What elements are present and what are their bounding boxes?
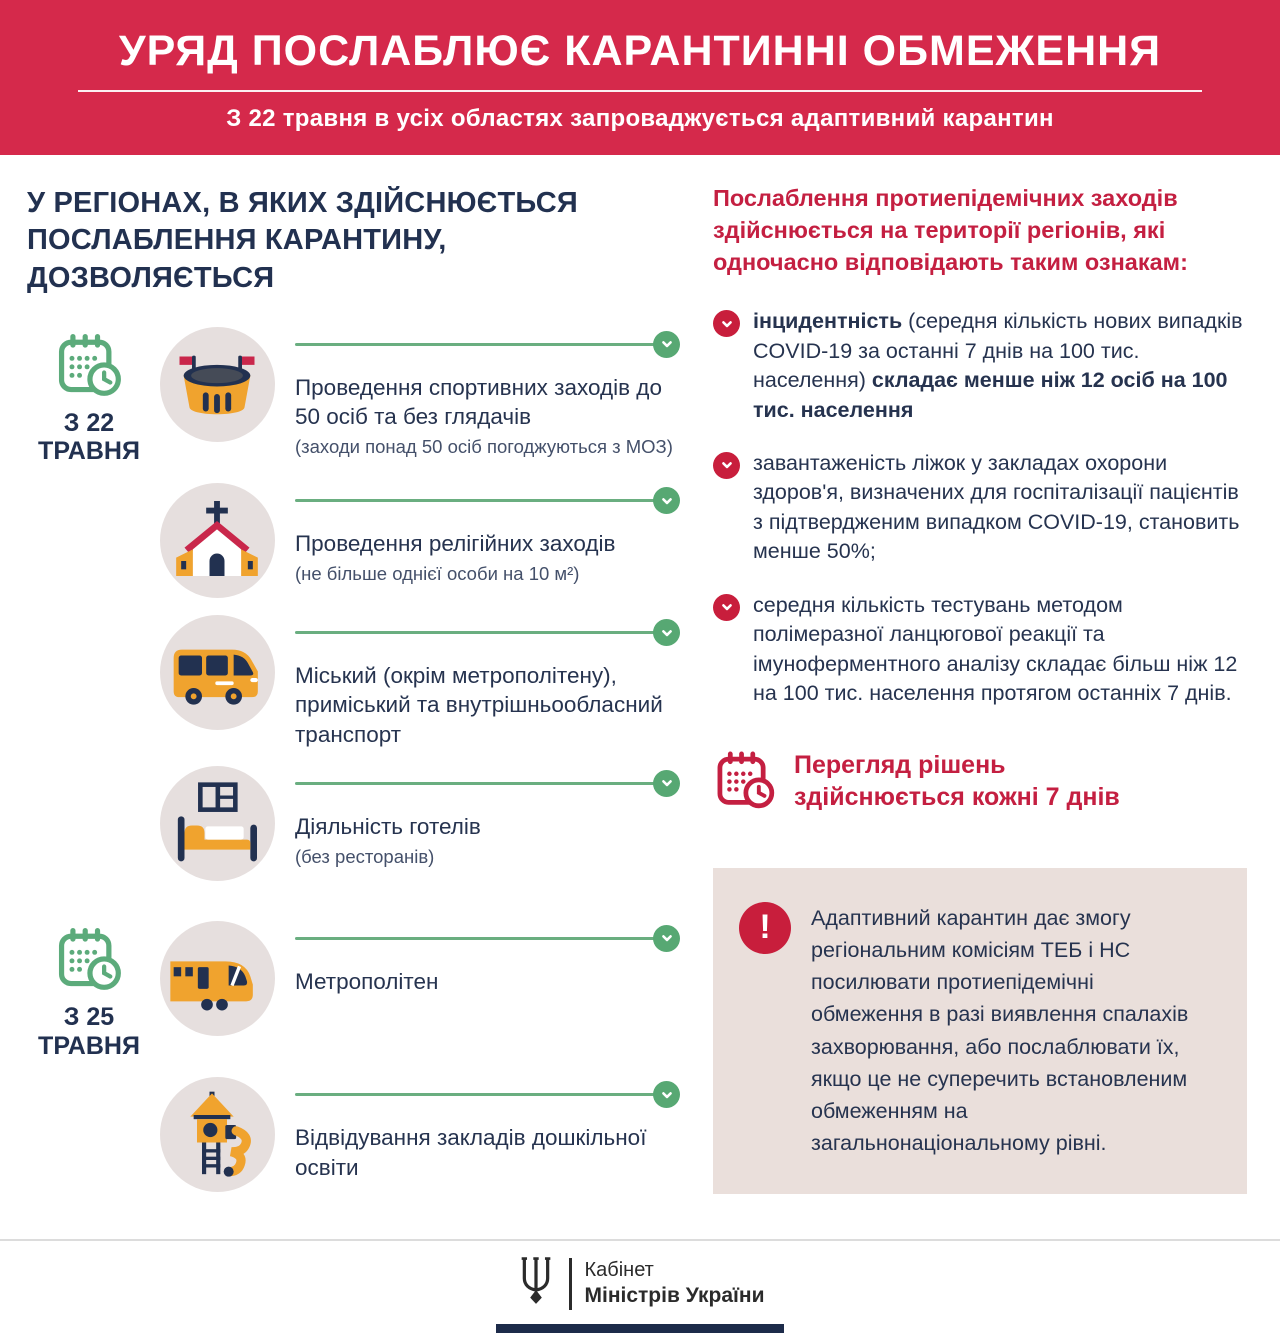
- left-section-heading: У РЕГІОНАХ, В ЯКИХ ЗДІЙСНЮЄТЬСЯ ПОСЛАБЛЕННЯ КАРАНТИНУ, ДОЗВОЛЯЄТЬСЯ: [27, 187, 578, 294]
- page-title: УРЯД ПОСЛАБЛЮЄ КАРАНТИННІ ОБМЕЖЕННЯ: [118, 27, 1162, 75]
- allowed-line: [295, 619, 680, 646]
- criterion-incidence: [713, 307, 1250, 425]
- playground-slide-icon: [160, 1077, 275, 1192]
- criterion-text: завантаженість ліжок у закладах охорони здоров'я, визначених для госпіталізації пацієнтів з підтвердженим випадком COVID-19, становить менше 50%;: [753, 450, 1240, 564]
- criterion-testing: [713, 591, 1250, 709]
- allowed-line: [295, 1081, 680, 1108]
- church-icon: [160, 483, 275, 598]
- review-note-text: Перегляд рішень здійснюється кожні 7 днів: [794, 751, 1120, 812]
- check-circle-icon: [653, 331, 680, 358]
- date-marker-may22: [25, 327, 153, 467]
- item-note: (без ресторанів): [295, 846, 435, 868]
- check-circle-icon: [653, 1081, 680, 1108]
- criterion-text: інцидентність (середня кількість нових випадків COVID-19 за останні 7 днів на 100 тис. населення) складає менше ніж 12 осіб на 100 тис. населення: [753, 309, 1243, 422]
- list-item-religion: [25, 483, 680, 598]
- item-title: Метрополітен: [295, 968, 439, 994]
- list-item-sports: [25, 327, 680, 467]
- organization-name: Кабінет Міністрів України: [584, 1259, 765, 1308]
- item-note: (заходи понад 50 осіб погоджуються з МОЗ): [295, 436, 673, 458]
- item-title: Проведення релігійних заходів: [295, 531, 616, 557]
- review-note: [713, 747, 1250, 816]
- check-circle-icon: [653, 487, 680, 514]
- page-subtitle: З 22 травня в усіх областях запроваджується адаптивний карантин: [226, 105, 1054, 133]
- date-label: З 25 ТРАВНЯ: [38, 1002, 140, 1060]
- calendar-clock-icon: [713, 747, 777, 816]
- item-title: Діяльність готелів: [295, 813, 481, 839]
- item-title: Відвідування закладів дошкільної освіти: [295, 1125, 647, 1180]
- chevron-down-icon: [713, 310, 740, 337]
- government-logo: [0, 1255, 1280, 1312]
- check-circle-icon: [653, 619, 680, 646]
- header-banner: [0, 0, 1280, 155]
- criterion-text: середня кількість тестувань методом полімеразної ланцюгової реакції та імуноферментного аналізу складає більш ніж 12 на 100 тис. населення протягом останніх 7 днів.: [753, 592, 1238, 706]
- exclamation-circle-icon: !: [739, 902, 791, 954]
- content: [0, 155, 1280, 1209]
- list-item-hotels: [25, 766, 680, 881]
- calendar-clock-icon: [54, 329, 124, 404]
- adaptive-quarantine-info-box: [713, 868, 1247, 1194]
- trident-coat-of-arms-icon: [516, 1255, 556, 1312]
- city-bus-icon: [160, 615, 275, 730]
- metro-train-icon: [160, 921, 275, 1036]
- info-box-text: Адаптивний карантин дає змогу регіональним комісіям ТЕБ і НС посилювати протиепідемічні обмеження в разі виявлення спалахів захворювання, або послаблювати їх, якщо це не суперечить встановленим обмеженням на загальнонаціональному рівні.: [811, 905, 1189, 1156]
- allowed-line: [295, 925, 680, 952]
- check-circle-icon: [653, 770, 680, 797]
- bottom-bar: [496, 1324, 784, 1333]
- list-item-kindergarten: [25, 1077, 680, 1192]
- allowed-line: [295, 331, 680, 358]
- date-marker-may25: [25, 921, 153, 1061]
- list-item-metro: [25, 921, 680, 1061]
- chevron-down-icon: [713, 452, 740, 479]
- allowed-activities-section: [25, 179, 680, 1209]
- calendar-clock-icon: [54, 923, 124, 998]
- footer: [0, 1239, 1280, 1333]
- allowed-line: [295, 770, 680, 797]
- item-title: Міський (окрім метрополітену), приміський та внутрішньообласний транспорт: [295, 663, 663, 747]
- list-item-transport: [25, 615, 680, 749]
- criterion-bed-occupancy: [713, 449, 1250, 567]
- hotel-bed-icon: [160, 766, 275, 881]
- right-section-heading: Послаблення протиепідемічних заходів здійснюється на території регіонів, які одночасно відповідають таким ознакам:: [713, 185, 1188, 276]
- date-label: З 22 ТРАВНЯ: [38, 408, 140, 466]
- header-divider: [78, 90, 1202, 92]
- item-title: Проведення спортивних заходів до 50 осіб та без глядачів: [295, 374, 662, 429]
- logo-divider: [569, 1258, 572, 1310]
- chevron-down-icon: [713, 594, 740, 621]
- criteria-section: [680, 179, 1250, 1209]
- check-circle-icon: [653, 925, 680, 952]
- item-note: (не більше однієї особи на 10 м²): [295, 563, 580, 585]
- stadium-icon: [160, 327, 275, 442]
- allowed-line: [295, 487, 680, 514]
